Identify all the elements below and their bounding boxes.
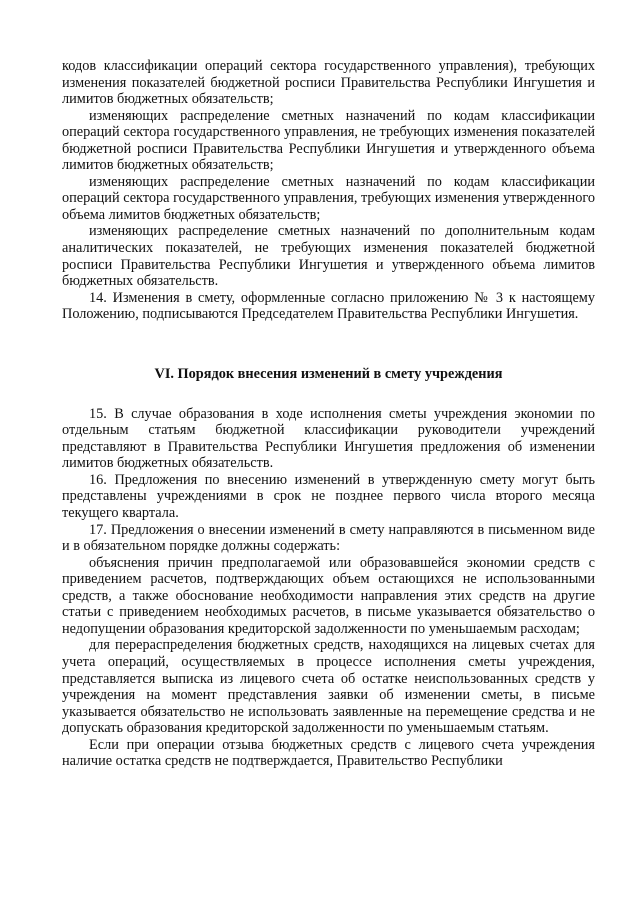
paragraph-item-explanations: объяснения причин предполагаемой или образовавшейся экономии средств с приведением расчетов, подтверждающих объем остающихся не использованными средств, а также обоснование необходимости направления этих средств на другие статьи с приведением необходимых расчетов, в письме указывается обязательство о недопущении образования кредиторской задолженности по уменьшаемым расходам;	[62, 554, 595, 637]
paragraph-item-3: изменяющих распределение сметных назначений по дополнительным кодам аналитических показателей, не требующих изменения показателей бюджетной росписи Правительства Республики Ингушетия и утвержденного объема лимитов бюджетных обязательств.	[62, 223, 595, 290]
section-heading: VI. Порядок внесения изменений в смету учреждения	[154, 365, 503, 382]
paragraph-item-2: изменяющих распределение сметных назначений по кодам классификации операций сектора государственного управления, требующих изменения утвержденного объема лимитов бюджетных обязательств;	[62, 173, 595, 223]
paragraph-clause-15: 15. В случае образования в ходе исполнения сметы учреждения экономии по отдельным статьям бюджетной классификации руководители учреждений представляют в Правительства Республики Ингушетия предложения об изменении лимитов бюджетных обязательств.	[62, 405, 595, 472]
paragraph-clause-17: 17. Предложения о внесении изменений в смету направляются в письменном виде и в обязательном порядке должны содержать:	[62, 521, 595, 555]
paragraph-withdrawal: Если при операции отзыва бюджетных средств с лицевого счета учреждения наличие остатка средств не подтверждается, Правительство Республики	[62, 736, 595, 770]
paragraph-item-1: изменяющих распределение сметных назначений по кодам классификации операций сектора государственного управления, не требующих изменения показателей бюджетной росписи Правительства Республики Ингушетия и утвержденного объема лимитов бюджетных обязательств;	[62, 107, 595, 174]
paragraph-item-redistribution: для перераспределения бюджетных средств, находящихся на лицевых счетах для учета операций, осуществляемых в процессе исполнения сметы учреждения, представляется выписка из лицевого счета об остатке неиспользованных средств у учреждения на момент представления заявки об изменении сметы, в письме указывается обязательство не использовать заявленные на перемещение средства и не допускать образования кредиторской задолженности по уменьшаемым статьям.	[62, 637, 595, 737]
paragraph-continuation: кодов классификации операций сектора государственного управления), требующих изменения показателей бюджетной росписи Правительства Республики Ингушетия и лимитов бюджетных обязательств;	[62, 58, 595, 108]
paragraph-clause-14: 14. Изменения в смету, оформленные согласно приложению № 3 к настоящему Положению, подписываются Председателем Правительства Республики Ингушетия.	[62, 289, 595, 323]
paragraph-clause-16: 16. Предложения по внесению изменений в утвержденную смету могут быть представлены учреждениями в срок не позднее первого числа второго месяца текущего квартала.	[62, 471, 595, 522]
